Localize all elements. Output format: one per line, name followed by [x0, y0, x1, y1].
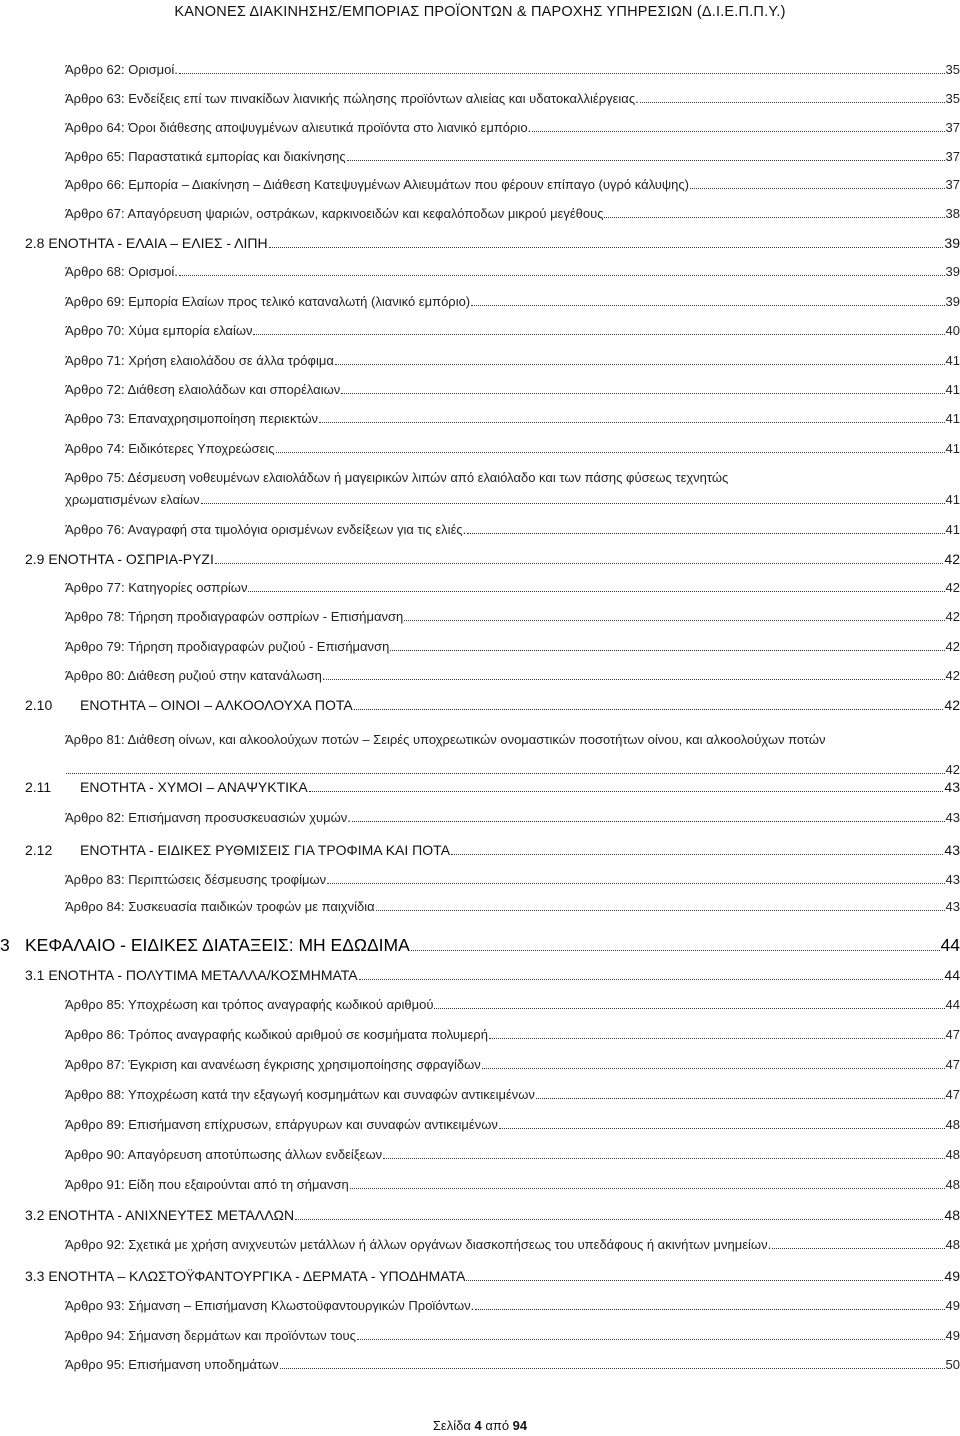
toc-entry-title: Άρθρο 76: Αναγραφή στα τιμολόγια ορισμένων ενδείξεων για τις ελιές. [65, 522, 467, 537]
toc-page-number: 43 [944, 779, 960, 795]
toc-entry-title: Άρθρο 90: Απαγόρευση αποτύπωσης άλλων ενδείξεων [65, 1147, 383, 1162]
dot-leader [179, 72, 945, 74]
toc-number: 2.12 [25, 842, 53, 858]
toc-entry-title: Άρθρο 94: Σήμανση δερμάτων και προϊόντων τους [65, 1328, 356, 1343]
toc-entry-title: Άρθρο 70: Χύμα εμπορία ελαίων [65, 323, 253, 338]
toc-entry-title: Άρθρο 75: Δέσμευση νοθευμένων ελαιολάδων ή μαγειρικών λιπών από ελαιόλαδο και των πάσης φύσεως τεχνητώς [65, 470, 729, 485]
toc-entry[interactable] [65, 1147, 960, 1162]
toc-page-number: 38 [945, 206, 960, 221]
toc-page-number: 41 [945, 411, 960, 426]
dot-leader [295, 1218, 943, 1220]
toc-page-number: 43 [945, 872, 960, 887]
toc-entry-title: Άρθρο 87: Έγκριση και ανανέωση έγκρισης χρησιμοποίησης σφραγίδων [65, 1057, 481, 1072]
toc-entry-title: Άρθρο 77: Κατηγορίες οσπρίων [65, 580, 248, 595]
toc-entry[interactable] [65, 1177, 960, 1192]
dot-leader [280, 1367, 945, 1369]
toc-entry-title: Άρθρο 93: Σήμανση – Επισήμανση Κλωστοϋφαντουργικών Προϊόντων. [65, 1298, 475, 1313]
toc-page-number: 37 [945, 177, 960, 192]
toc-page-number: 47 [945, 1087, 960, 1102]
dot-leader [319, 421, 944, 423]
toc-page-number: 42 [944, 551, 960, 567]
dot-leader [404, 619, 944, 621]
footer-current-page: 4 [474, 1418, 482, 1433]
toc-page-number: 48 [945, 1147, 960, 1162]
toc-entry-title: Άρθρο 82: Επισήμανση προσυσκευασιών χυμών. [65, 810, 351, 825]
toc-section[interactable] [25, 779, 960, 795]
toc-entry-title: Άρθρο 73: Επαναχρησιμοποίηση περιεκτών [65, 411, 319, 426]
toc-entry[interactable] [65, 206, 960, 221]
footer-total-pages: 94 [512, 1418, 528, 1433]
toc-section[interactable] [25, 1268, 960, 1284]
toc-entry-title: Άρθρο 78: Τήρηση προδιαγραφών οσπρίων - Επισήμανση [65, 609, 404, 624]
toc-page-number: 35 [945, 91, 960, 106]
toc-page-number: 48 [944, 1207, 960, 1223]
toc-number: 2.11 [25, 779, 52, 795]
toc-page-number: 41 [945, 382, 960, 397]
toc-page-number: 39 [945, 264, 960, 279]
toc-entry-title: ΕΝΟΤΗΤΑ - ΕΙΔΙΚΕΣ ΡΥΘΜΙΣΕΙΣ ΓΙΑ ΤΡΟΦΙΜΑ ΚΑΙ ΠΟΤΑ [80, 842, 451, 858]
dot-leader [499, 1127, 945, 1129]
toc-entry-title: ΕΝΟΤΗΤΑ – ΟΙΝΟΙ – ΑΛΚΟΟΛΟΥΧΑ ΠΟΤΑ [80, 697, 353, 713]
dot-leader [248, 590, 944, 592]
toc-page-number: 35 [945, 62, 960, 77]
toc-page-number: 42 [945, 762, 960, 777]
toc-page-number: 49 [945, 1328, 960, 1343]
toc-entry[interactable] [65, 1057, 960, 1072]
toc-entry-title: 2.8 ΕΝΟΤΗΤΑ - ΕΛΑΙΑ – ΕΛΙΕΣ - ΛΙΠΗ [25, 235, 268, 251]
toc-entry-title: Άρθρο 80: Διάθεση ρυζιού στην κατανάλωση. [65, 668, 326, 683]
dot-leader [640, 101, 945, 103]
dot-leader [532, 130, 944, 132]
toc-entry-title: ΕΝΟΤΗΤΑ - ΧΥΜΟΙ – ΑΝΑΨΥΚΤΙΚΑ [80, 779, 308, 795]
dot-leader [215, 562, 944, 564]
toc-section[interactable] [25, 551, 960, 567]
toc-entry[interactable] [65, 810, 960, 825]
toc-page-number: 39 [944, 235, 960, 251]
toc-entry[interactable] [65, 382, 960, 397]
toc-entry-title: Άρθρο 72: Διάθεση ελαιολάδων και σπορέλαιων [65, 382, 341, 397]
toc-page-number: 50 [945, 1357, 960, 1372]
dot-leader [471, 304, 944, 306]
toc-number: 3 [0, 935, 10, 955]
toc-page-number: 41 [945, 522, 960, 537]
toc-entry-title: 3.3 ΕΝΟΤΗΤΑ – ΚΛΩΣΤΟΫΦΑΝΤΟΥΡΓΙΚΑ - ΔΕΡΜΑΤΑ - ΥΠΟΔΗΜΑΤΑ [25, 1268, 466, 1284]
toc-page-number: 49 [945, 1298, 960, 1313]
toc-entry[interactable] [65, 997, 960, 1012]
toc-section[interactable] [25, 235, 960, 251]
toc-entry-title: ΚΕΦΑΛΑΙΟ - ΕΙΔΙΚΕΣ ΔΙΑΤΑΞΕΙΣ: ΜΗ ΕΔΩΔΙΜΑ [25, 935, 410, 955]
toc-page-number: 44 [945, 997, 960, 1012]
toc-page-number: 39 [945, 294, 960, 309]
toc-entry[interactable] [65, 294, 960, 309]
dot-leader [451, 853, 943, 855]
toc-entry[interactable] [65, 609, 960, 624]
toc-section[interactable] [25, 1207, 960, 1223]
toc-page-number: 40 [945, 323, 960, 338]
dot-leader [354, 708, 944, 710]
toc-page-number: 47 [945, 1027, 960, 1042]
toc-entry[interactable] [65, 323, 960, 338]
toc-entry[interactable] [65, 522, 960, 537]
toc-page-number: 43 [944, 842, 960, 858]
dot-leader [341, 392, 944, 394]
dot-leader [467, 532, 944, 534]
dot-leader [352, 820, 945, 822]
toc-page-number: 42 [945, 639, 960, 654]
toc-page-number: 44 [944, 967, 960, 983]
dot-leader [326, 678, 944, 680]
toc-entry-title: Άρθρο 83: Περιπτώσεις δέσμευσης τροφίμων [65, 872, 327, 887]
toc-entry[interactable] [65, 732, 960, 777]
toc-entry[interactable] [65, 1087, 960, 1102]
toc-entry[interactable] [65, 411, 960, 426]
footer-separator: από [485, 1418, 510, 1433]
dot-leader [66, 772, 945, 774]
toc-entry-title: Άρθρο 74: Ειδικότερες Υποχρεώσεις [65, 441, 275, 456]
toc-entry-title-continued: χρωματισμένων ελαίων [65, 492, 200, 507]
toc-entry[interactable] [65, 264, 960, 279]
dot-leader [390, 649, 944, 651]
toc-page-number: 43 [945, 899, 960, 914]
header-title: ΚΑΝΟΝΕΣ ΔΙΑΚΙΝΗΣΗΣ/ΕΜΠΟΡΙΑΣ ΠΡΟΪΟΝΤΩΝ & ΠΑΡΟΧΗΣ ΥΠΗΡΕΣΙΩΝ (Δ.Ι.Ε.Π.Π.Υ.) [174, 4, 786, 20]
toc-page-number: 41 [945, 441, 960, 456]
toc-entry[interactable] [65, 470, 960, 507]
toc-page-number: 37 [945, 120, 960, 135]
dot-leader [359, 978, 944, 980]
dot-leader [335, 363, 945, 365]
toc-entry[interactable] [65, 1027, 960, 1042]
toc-entry-title: Άρθρο 89: Επισήμανση επίχρυσων, επάργυρων και συναφών αντικειμένων [65, 1117, 498, 1132]
toc-entry[interactable] [65, 62, 960, 77]
toc-entry-title: Άρθρο 84: Συσκευασία παιδικών τροφών με παιχνίδια [65, 899, 375, 914]
toc-page-number: 42 [945, 609, 960, 624]
dot-leader [276, 451, 945, 453]
dot-leader [434, 1007, 944, 1009]
dot-leader [411, 949, 940, 951]
toc-chapter[interactable] [0, 935, 960, 956]
dot-leader [489, 1037, 945, 1039]
toc-entry-title: Άρθρο 86: Τρόπος αναγραφής κωδικού αριθμού σε κοσμήματα πολυμερή [65, 1027, 488, 1042]
toc-page-number: 43 [945, 810, 960, 825]
toc-entry-title: Άρθρο 71: Χρήση ελαιολάδου σε άλλα τρόφιμα [65, 353, 334, 368]
toc-entry-title: Άρθρο 65: Παραστατικά εμπορίας και διακίνησης [65, 149, 346, 164]
toc-section[interactable] [25, 967, 960, 983]
toc-entry[interactable] [65, 1298, 960, 1313]
toc-entry-title: Άρθρο 64: Όροι διάθεσης αποψυγμένων αλιευτικά προϊόντα στο λιανικό εμπόριο. [65, 120, 532, 135]
toc-page-number: 47 [945, 1057, 960, 1072]
toc-entry-title: Άρθρο 67: Απαγόρευση ψαριών, οστράκων, καρκινοειδών και κεφαλόποδων μικρού μεγέθους [65, 206, 604, 221]
toc-entry[interactable] [65, 1237, 960, 1252]
toc-entry[interactable] [65, 639, 960, 654]
toc-entry-title: Άρθρο 79: Τήρηση προδιαγραφών ρυζιού - Επισήμανση [65, 639, 390, 654]
toc-entry[interactable] [65, 120, 960, 135]
toc-entry-title: Άρθρο 85: Υποχρέωση και τρόπος αναγραφής κωδικού αριθμού [65, 997, 434, 1012]
toc-entry[interactable] [65, 441, 960, 456]
toc-entry[interactable] [65, 668, 960, 683]
toc-entry-title: Άρθρο 68: Ορισμοί. [65, 264, 178, 279]
toc-page-number: 48 [945, 1177, 960, 1192]
toc-entry[interactable] [65, 353, 960, 368]
dot-leader [376, 909, 945, 911]
toc-entry-title: Άρθρο 91: Είδη που εξαιρούνται από τη σήμανση [65, 1177, 349, 1192]
toc-entry[interactable] [65, 91, 960, 106]
page-header [0, 4, 960, 20]
dot-leader [690, 187, 945, 189]
dot-leader [383, 1157, 944, 1159]
toc-page-number: 41 [945, 492, 960, 507]
toc-page-number: 48 [945, 1117, 960, 1132]
dot-leader [604, 216, 944, 218]
dot-leader [475, 1308, 944, 1310]
toc-entry[interactable] [65, 149, 960, 164]
toc-entry-title: Άρθρο 81: Διάθεση οίνων, και αλκοολούχων ποτών – Σειρές υποχρεωτικών ονομαστικών ποσοτήτων οίνου, και αλκοολούχων ποτών [65, 732, 826, 747]
dot-leader [179, 274, 945, 276]
toc-number: 2.10 [25, 697, 53, 713]
toc-section[interactable] [25, 842, 960, 858]
toc-page-number: 37 [945, 149, 960, 164]
dot-leader [466, 1279, 943, 1281]
dot-leader [357, 1338, 945, 1340]
toc-entry[interactable] [65, 580, 960, 595]
toc-page-number: 49 [944, 1268, 960, 1284]
dot-leader [269, 246, 944, 248]
toc-entry[interactable] [65, 872, 960, 887]
toc-entry-title: Άρθρο 62: Ορισμοί. [65, 62, 178, 77]
toc-entry[interactable] [65, 1357, 960, 1372]
toc-entry-title: Άρθρο 92: Σχετικά με χρήση ανιχνευτών μετάλλων ή άλλων οργάνων διασκοπήσεως του υπεδάφους ή ακινήτων μνημείων. [65, 1237, 772, 1252]
toc-entry-title: 3.1 ΕΝΟΤΗΤΑ - ΠΟΛΥΤΙΜΑ ΜΕΤΑΛΛΑ/ΚΟΣΜΗΜΑΤΑ [25, 967, 358, 983]
dot-leader [201, 502, 945, 504]
toc-entry-title: Άρθρο 69: Εμπορία Ελαίων προς τελικό καταναλωτή (λιανικό εμπόριο) [65, 294, 471, 309]
toc-page-number: 41 [945, 353, 960, 368]
toc-page-number: 42 [945, 580, 960, 595]
toc-entry-title: 2.9 ΕΝΟΤΗΤΑ - ΟΣΠΡΙΑ-ΡΥΖΙ [25, 551, 214, 567]
toc-entry[interactable] [65, 177, 960, 192]
toc-page-number: 44 [940, 935, 960, 955]
toc-entry-title: Άρθρο 66: Εμπορία – Διακίνηση – Διάθεση Κατεψυγμένων Αλιευμάτων που φέρουν επίπαγο (υγρό κάλυψης) [65, 177, 689, 192]
toc-page-number: 48 [945, 1237, 960, 1252]
toc-entry-title: 3.2 ΕΝΟΤΗΤΑ - ΑΝΙΧΝΕΥΤΕΣ ΜΕΤΑΛΛΩΝ [25, 1207, 295, 1223]
dot-leader [347, 159, 945, 161]
dot-leader [327, 882, 944, 884]
toc-entry-title: Άρθρο 88: Υποχρέωση κατά την εξαγωγή κοσμημάτων και συναφών αντικειμένων [65, 1087, 535, 1102]
dot-leader [350, 1187, 945, 1189]
toc-entry[interactable] [65, 1328, 960, 1343]
toc-entry-title: Άρθρο 63: Ενδείξεις επί των πινακίδων λιανικής πώλησης προϊόντων αλιείας και υδατοκαλλιέργειας. [65, 91, 639, 106]
page-footer [0, 1418, 960, 1433]
toc-section[interactable] [25, 697, 960, 713]
dot-leader [482, 1067, 945, 1069]
dot-leader [772, 1247, 944, 1249]
dot-leader [253, 333, 944, 335]
dot-leader [309, 790, 944, 792]
toc-entry[interactable] [65, 1117, 960, 1132]
toc-page-number: 42 [945, 668, 960, 683]
dot-leader [536, 1097, 945, 1099]
toc-entry-title: Άρθρο 95: Επισήμανση υποδημάτων [65, 1357, 279, 1372]
footer-prefix: Σελίδα [432, 1418, 471, 1433]
toc-entry[interactable] [65, 899, 960, 914]
toc-page-number: 42 [944, 697, 960, 713]
